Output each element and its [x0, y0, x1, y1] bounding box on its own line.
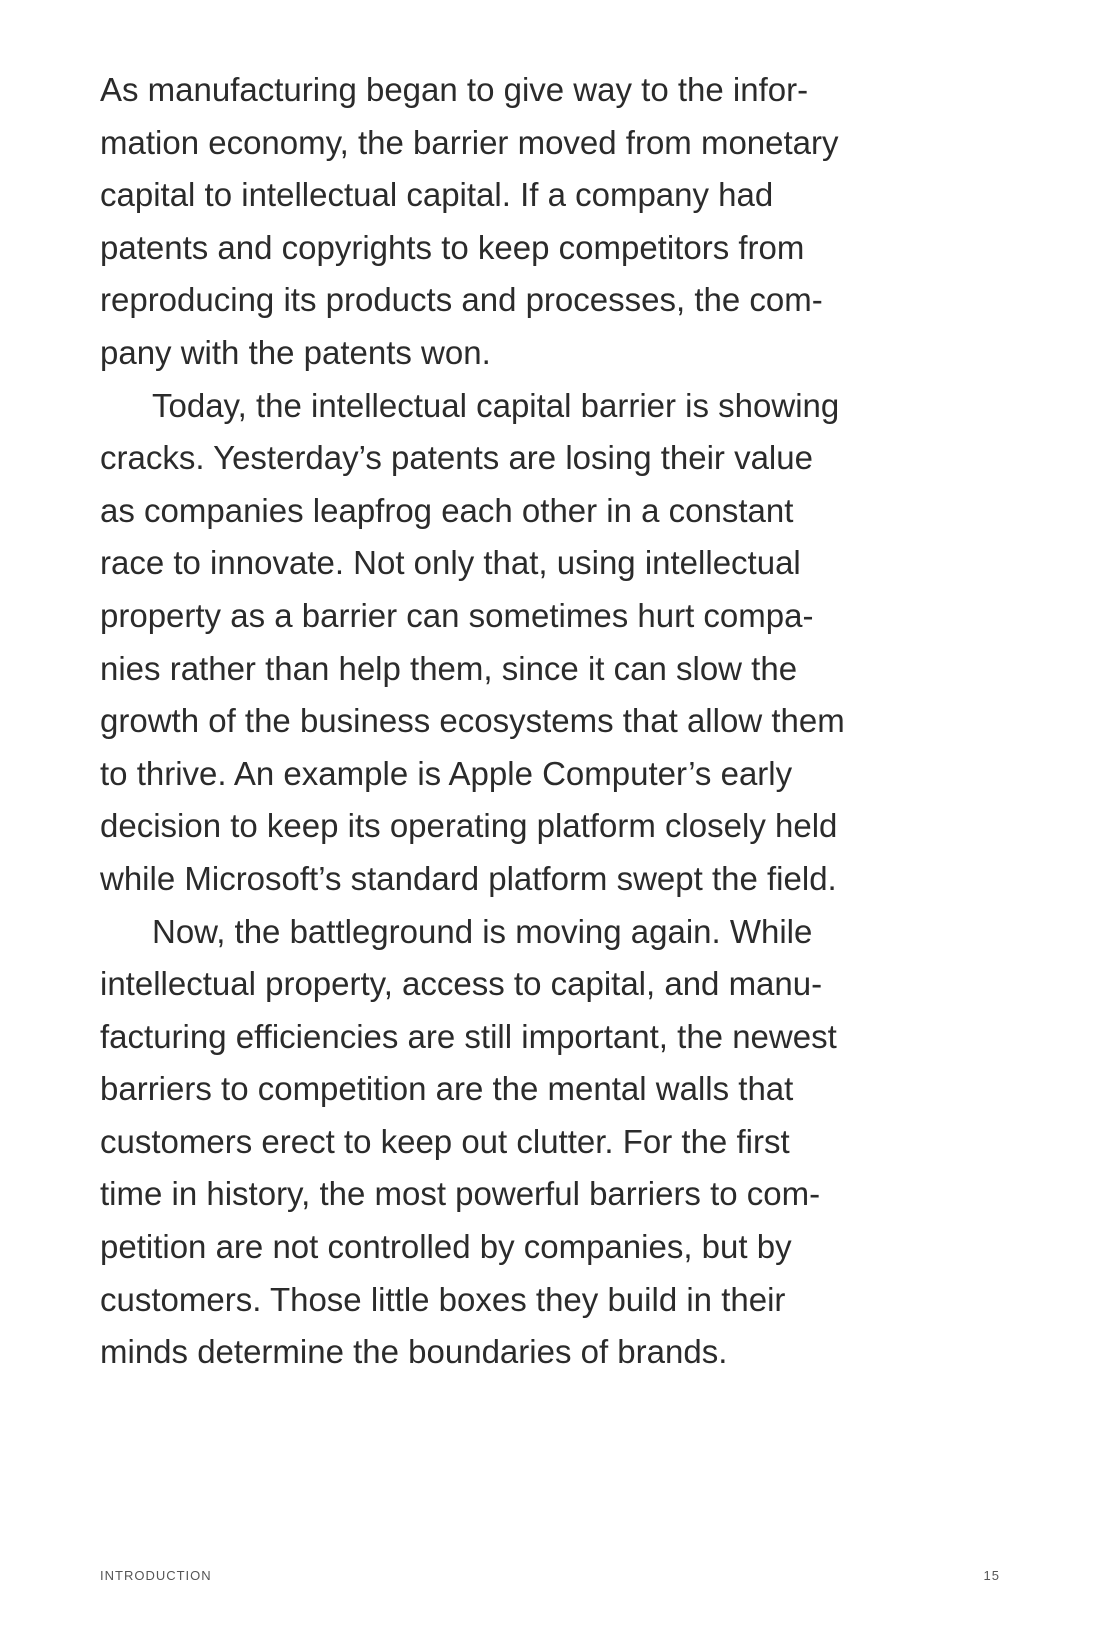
paragraph-1 — [100, 64, 1000, 380]
text-line: nies rather than help them, since it can slow the — [100, 649, 798, 687]
text-line: cracks. Yesterday’s patents are losing their value — [100, 439, 813, 477]
text-line: to thrive. An example is Apple Computer’s early — [100, 754, 793, 792]
paragraph-3 — [100, 906, 1000, 1379]
text-line: pany with the patents won. — [100, 333, 491, 371]
text-line: minds determine the boundaries of brands. — [100, 1333, 728, 1371]
text-line: barriers to competition are the mental walls that — [100, 1070, 794, 1108]
text-line: intellectual property, access to capital, and manu- — [100, 965, 823, 1003]
text-line: As manufacturing began to give way to the infor- — [100, 71, 809, 108]
text-line: property as a barrier can sometimes hurt compa- — [100, 596, 814, 634]
text-line: reproducing its products and processes, the com- — [100, 281, 823, 319]
text-line: Now, the battleground is moving again. While — [152, 912, 813, 950]
text-line: capital to intellectual capital. If a company had — [100, 176, 774, 214]
text-line: growth of the business ecosystems that allow them — [100, 702, 845, 740]
text-line: customers erect to keep out clutter. For the first — [100, 1122, 790, 1160]
text-line: Today, the intellectual capital barrier is showing — [152, 386, 840, 424]
text-line: race to innovate. Not only that, using intellectual — [100, 544, 801, 582]
running-footer-section: INTRODUCTION — [100, 1568, 212, 1583]
text-line: petition are not controlled by companies, but by — [100, 1228, 792, 1266]
text-line: as companies leapfrog each other in a constant — [100, 491, 794, 529]
paragraph-2 — [100, 380, 1000, 906]
text-line: customers. Those little boxes they build in their — [100, 1280, 786, 1318]
page-number: 15 — [983, 1568, 1000, 1583]
text-line: decision to keep its operating platform closely held — [100, 807, 838, 845]
text-line: patents and copyrights to keep competitors from — [100, 228, 805, 266]
text-line: time in history, the most powerful barriers to com- — [100, 1175, 821, 1213]
body-text — [100, 64, 1000, 1379]
text-line: while Microsoft’s standard platform swept the field. — [100, 859, 837, 897]
text-line: facturing efficiencies are still important, the newest — [100, 1017, 837, 1055]
text-line: mation economy, the barrier moved from monetary — [100, 123, 839, 161]
